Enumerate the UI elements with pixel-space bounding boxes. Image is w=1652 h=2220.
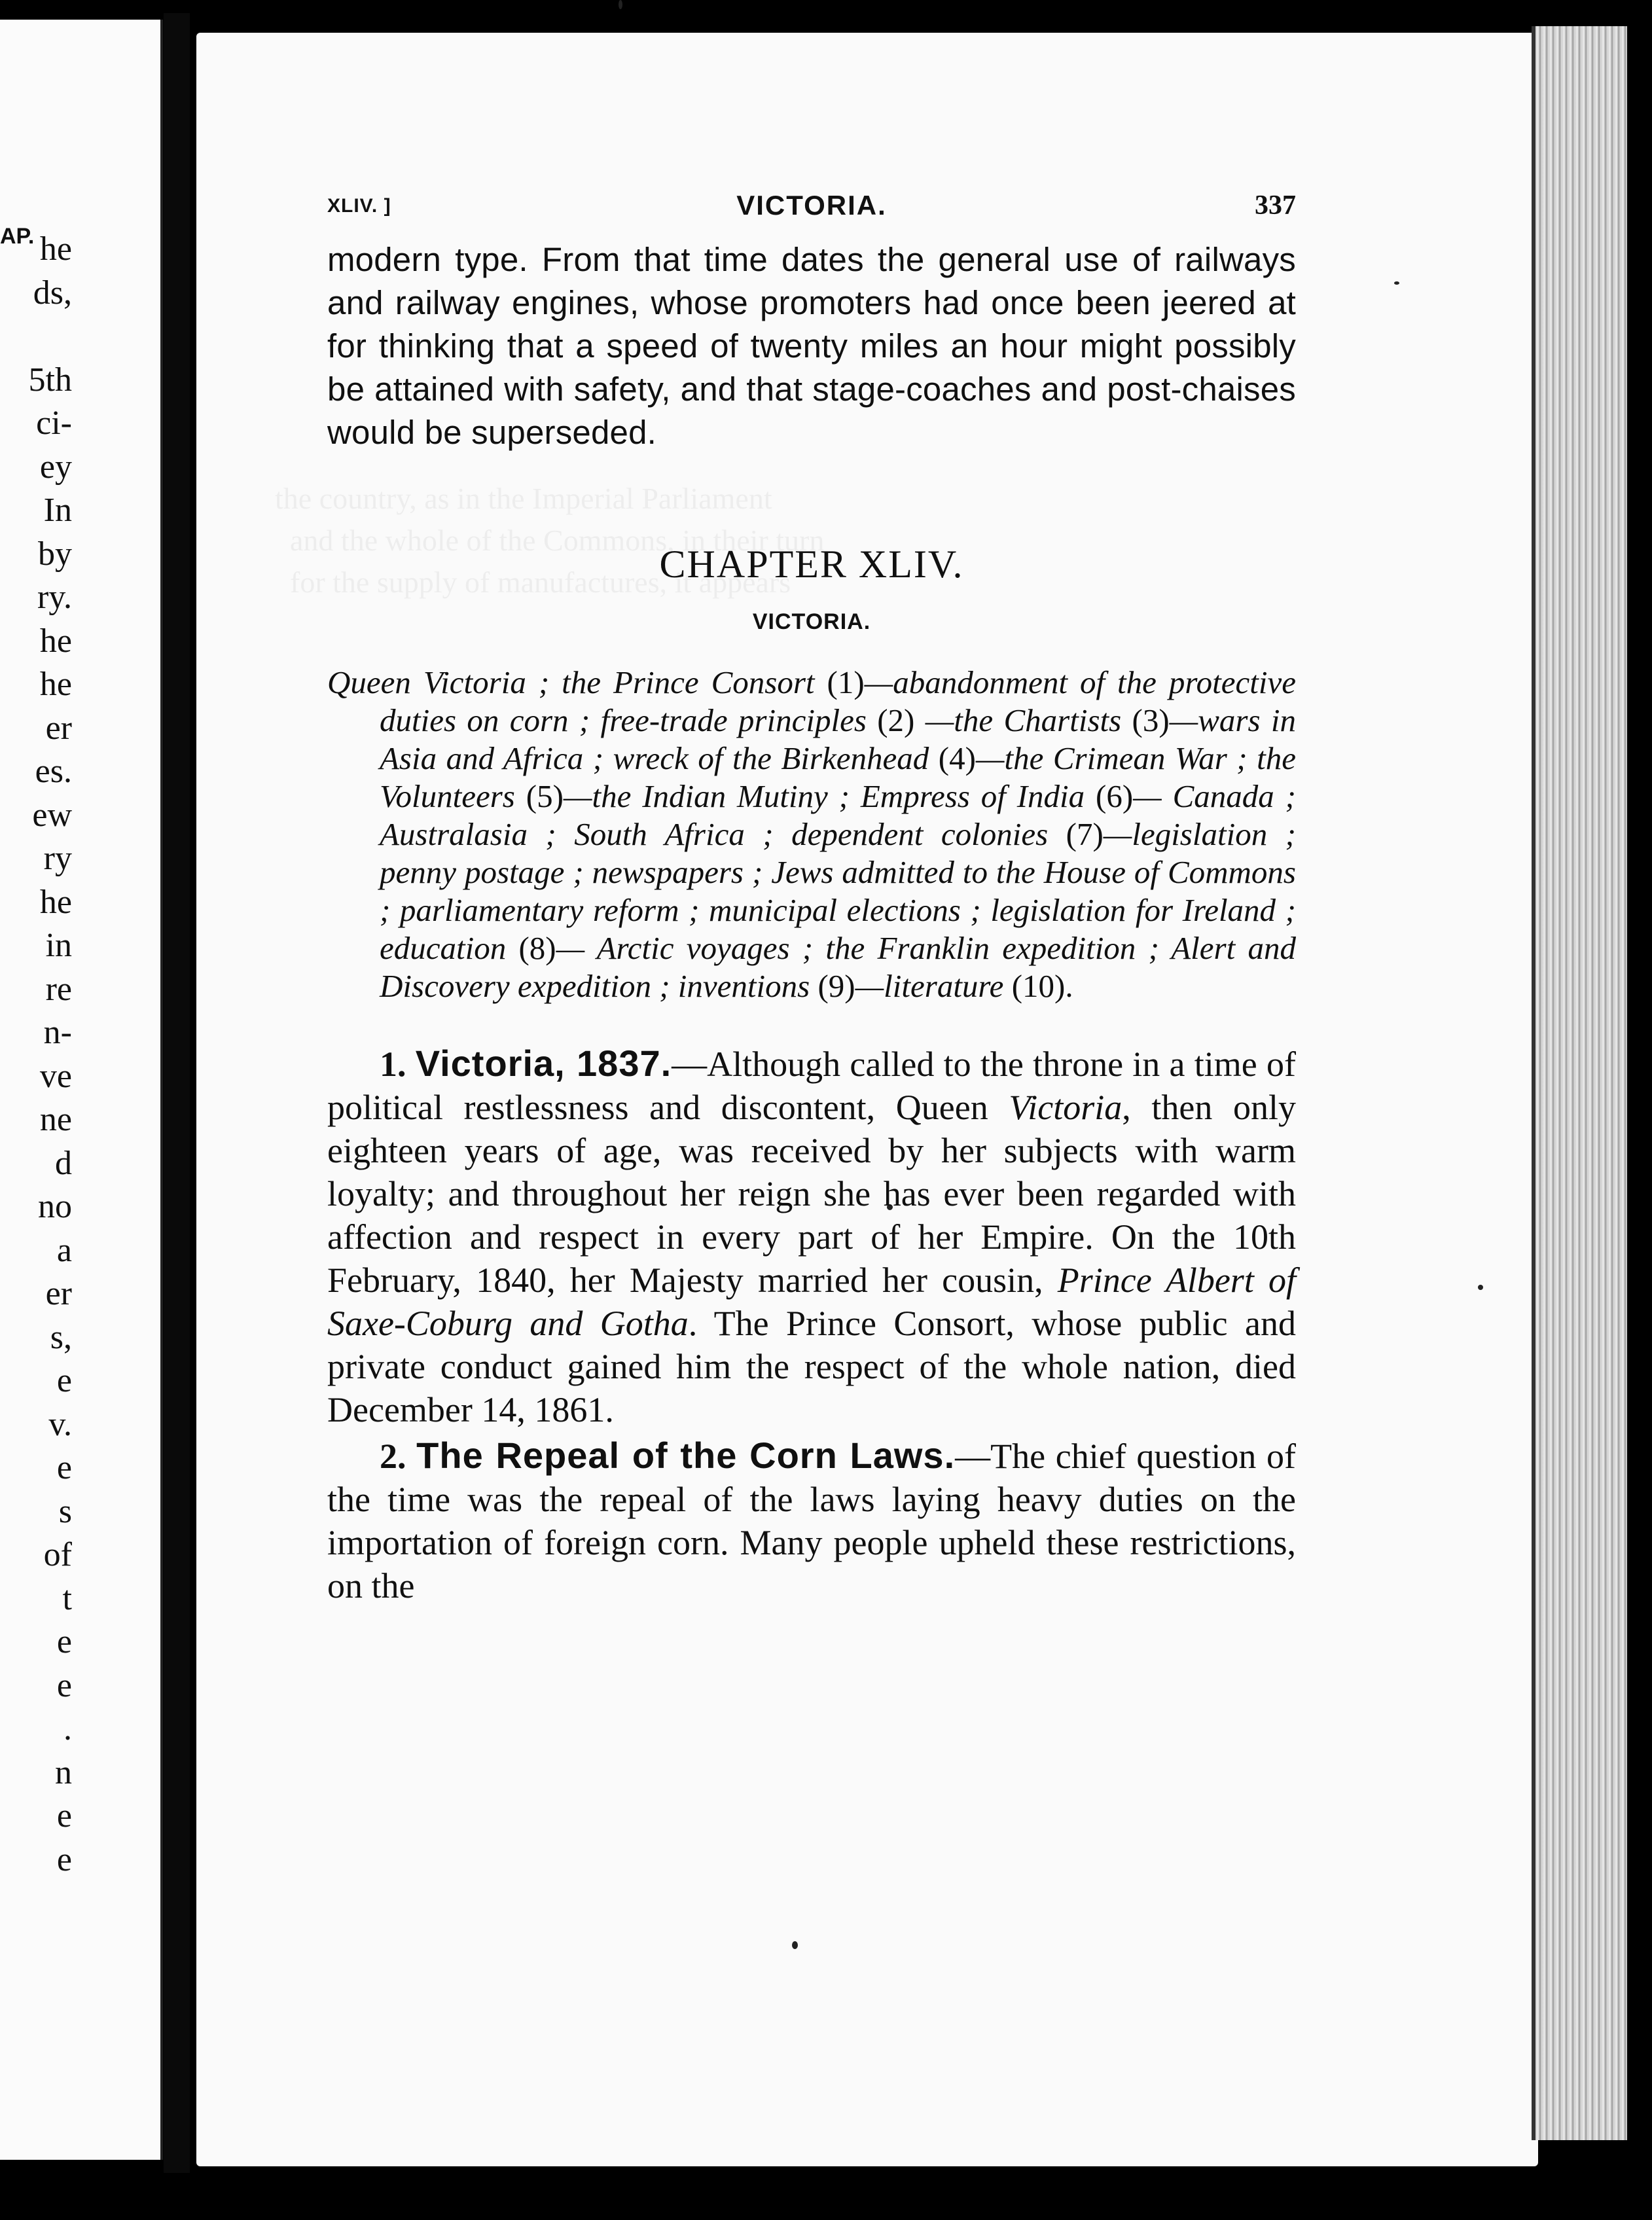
left-line-fragment: In: [43, 492, 72, 529]
left-line-fragment: [0, 315, 72, 359]
section-text: —The chief question of the time was the repeal of the laws laying heavy duties on the importation of foreign corn. Many people upheld these restrictions, on the: [327, 1437, 1296, 1605]
section-italic: Prince Albert of Saxe-Coburg and Gotha: [327, 1261, 1296, 1343]
summary-ref: (2): [877, 702, 915, 738]
left-line-fragment: he: [39, 230, 72, 268]
speck: [1478, 1285, 1483, 1290]
page-number: 337: [1255, 190, 1296, 221]
left-line-fragment: a: [56, 1231, 72, 1269]
summary-text: —abandonment of the protective duties on corn ; free-trade principles: [380, 664, 1296, 738]
left-line-fragment: e: [56, 1666, 72, 1704]
left-line-fragment: n: [55, 1753, 72, 1791]
show-through-text: the country, as in the Imperial Parliament and the whole of the Commons, in their turn for the supply of manufactures, it appears: [275, 482, 825, 599]
summary-text: — Canada ; Australasia ; South Africa ; dependent colonies: [380, 778, 1296, 852]
speck: [1394, 281, 1399, 285]
summary-text: —the Chartists: [914, 702, 1132, 738]
left-line-fragment: e: [56, 1362, 72, 1399]
summary-text: —the Indian Mutiny ; Empress of India: [563, 778, 1096, 814]
summary-text: —wars in Asia and Africa ; wreck of the Birkenhead: [380, 702, 1297, 776]
left-line-fragment: .: [63, 1710, 72, 1747]
page-edges: [1532, 26, 1627, 2140]
left-facing-page: [0, 20, 163, 2160]
summary-ref: (5): [526, 778, 564, 814]
summary-text: —literature: [855, 968, 1012, 1004]
summary-ref: (3): [1132, 702, 1170, 738]
left-line-fragment: ey: [39, 448, 72, 486]
left-line-fragment: s: [58, 1492, 72, 1530]
left-line-fragment: of: [43, 1536, 72, 1573]
left-line-fragment: er: [45, 1275, 72, 1312]
left-line-fragment: by: [38, 535, 72, 573]
summary-ref: (9): [817, 968, 855, 1004]
chapter-ref: XLIV. ]: [327, 195, 391, 217]
speck: [792, 1941, 798, 1949]
summary-ref: (8): [518, 930, 556, 966]
left-line-fragment: re: [45, 970, 72, 1008]
left-line-fragment: ry: [43, 840, 72, 877]
running-head: [327, 190, 1296, 224]
left-line-fragment: ci-: [36, 404, 72, 442]
left-line-fragment: ew: [32, 796, 72, 834]
left-line-fragment: v.: [48, 1405, 72, 1443]
section-text: , then only eighteen years of age, was received by her subjects with warm loyalty; and throughout her reign she has ever been regarded with affection and respect in every part of her Empire. On the 10th February, 1840, her Majesty married her cousin,: [327, 1088, 1296, 1300]
left-line-fragment: e: [56, 1797, 72, 1835]
section-text: . The Prince Consort, whose public and private conduct gained him the respect of the whole nation, died December 14, 1861.: [327, 1304, 1296, 1429]
left-running-head: AP.: [0, 224, 35, 249]
section-text: —Although called to the throne in a time of political restlessness and discontent, Queen: [327, 1045, 1296, 1127]
left-line-fragment: d: [55, 1144, 72, 1182]
summary-ref: (6): [1096, 778, 1134, 814]
section-heading: Victoria, 1837.: [415, 1043, 672, 1084]
left-line-fragment: ry.: [37, 579, 72, 616]
left-line-fragment: e: [56, 1449, 72, 1486]
book-gutter: [164, 13, 190, 2173]
left-line-fragment: es.: [35, 753, 72, 790]
summary-text: Queen Victoria ; the Prince Consort: [327, 664, 827, 700]
left-line-fragment: e: [56, 1623, 72, 1660]
section-number: 1.: [380, 1045, 406, 1084]
chapter-subtitle: VICTORIA.: [752, 609, 871, 634]
left-line-fragment: ve: [39, 1057, 72, 1095]
chapter-title: CHAPTER XLIV.: [659, 543, 964, 586]
chapter-summary: [327, 664, 1296, 1005]
summary-ref: (4): [938, 740, 976, 776]
left-line-fragment: ne: [39, 1101, 72, 1138]
summary-ref: (1): [827, 664, 865, 700]
summary-ref: (7): [1066, 816, 1104, 852]
section-1-paragraph: [327, 1042, 1296, 1431]
summary-ref: (10).: [1011, 968, 1073, 1004]
left-line-fragment: er: [45, 709, 72, 747]
page-text: [327, 190, 1296, 1607]
continuation-paragraph: modern type. From that time dates the general use of railways and railway engines, whose promoters had once been jeered at for thinking that a speed of twenty miles an hour might possibly be attained with safety, and that stage-coaches and post-chaises would be superseded.: [327, 241, 1296, 451]
left-line-fragment: in: [45, 927, 72, 964]
left-page-line-fragments: [0, 228, 72, 1882]
speck: [619, 0, 622, 9]
section-italic: Victoria: [1009, 1088, 1122, 1127]
summary-text: —legislation ; penny postage ; newspapers ; Jews admitted to the House of Commons ; parliamentary reform ; municipal elections ; legislation for Ireland ; education: [380, 816, 1296, 966]
section-heading: The Repeal of the Corn Laws.: [416, 1435, 956, 1476]
summary-text: —the Crimean War ; the Volunteers: [380, 740, 1296, 814]
left-line-fragment: no: [38, 1188, 72, 1225]
section-number: 2.: [380, 1437, 406, 1476]
left-line-fragment: he: [39, 622, 72, 660]
left-line-fragment: t: [62, 1579, 72, 1617]
left-line-fragment: 5th: [28, 361, 72, 399]
left-line-fragment: ds,: [33, 274, 72, 312]
left-line-fragment: he: [39, 883, 72, 921]
summary-text: — Arctic voyages ; the Franklin expedition ; Alert and Discovery expedition ; inventions: [380, 930, 1296, 1004]
left-line-fragment: n-: [43, 1014, 72, 1051]
left-line-fragment: e: [56, 1840, 72, 1878]
left-line-fragment: s,: [50, 1318, 72, 1356]
running-title: VICTORIA.: [736, 190, 887, 221]
section-2-paragraph: [327, 1434, 1296, 1607]
left-line-fragment: he: [39, 666, 72, 703]
